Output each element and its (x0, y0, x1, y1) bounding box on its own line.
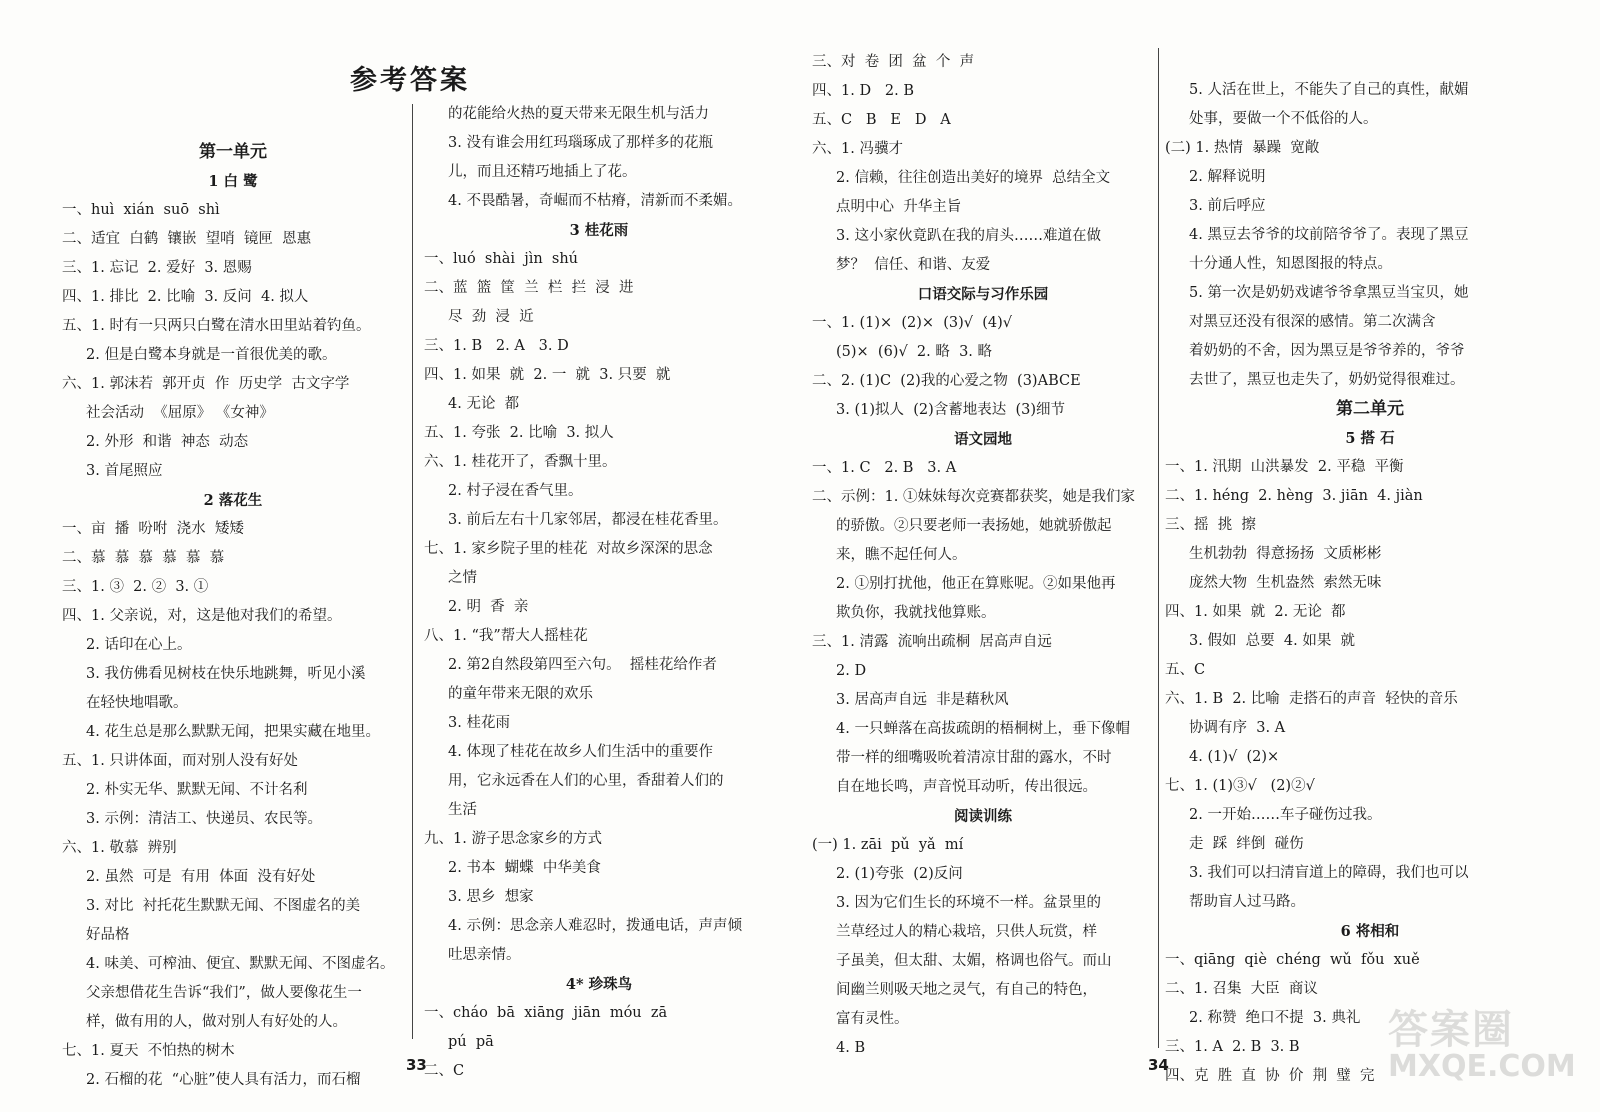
answer-line: 之情 (448, 570, 477, 586)
answer-line: 2. 书本 蝴蝶 中华美食 (448, 860, 601, 876)
lesson-heading: 阅读训练 (954, 808, 1012, 825)
answer-line: 六、1. 冯骥才 (812, 141, 903, 157)
answer-column-3 (812, 48, 1154, 1063)
answer-line: 六、1. 敬慕 辨别 (62, 840, 177, 856)
answer-line: 七、1. (1)③√ (2)②√ (1165, 778, 1315, 794)
document-title: 参考答案 (350, 65, 470, 96)
answer-line: 庞然大物 生机盎然 索然无味 (1189, 575, 1382, 591)
answer-line: 八、1. “我”帮大人摇桂花 (424, 628, 588, 644)
page-number-right: 34 (1148, 1056, 1169, 1074)
answer-line: 欺负你，我就找他算账。 (836, 605, 996, 621)
answer-line: 5. 人活在世上，不能失了自己的真性，献媚 (1189, 82, 1469, 98)
answer-line: 的花能给火热的夏天带来无限生机与活力 (448, 106, 709, 122)
answer-line: 带一样的细嘴吸吮着清凉甘甜的露水，不时 (836, 750, 1112, 766)
answer-line: 3. 思乡 想家 (448, 889, 534, 905)
answer-line: 尽 劲 浸 近 (448, 309, 534, 325)
answer-line: 五、1. 时有一只两只白鹭在清水田里站着钓鱼。 (62, 318, 371, 334)
answer-line: 2. 话印在心上。 (86, 637, 192, 653)
answer-line: 4. 味美、可榨油、便宜、默默无闻、不图虚名。 (86, 956, 395, 972)
lesson-heading: 3 桂花雨 (569, 222, 629, 239)
answer-line: 3. 因为它们生长的环境不一样。盆景里的 (836, 895, 1101, 911)
answer-line: 父亲想借花生告诉“我们”，做人要像花生一 (86, 985, 362, 1001)
answer-line: 一、1. (1)× (2)× (3)√ (4)√ (812, 315, 1013, 331)
answer-column-4 (1165, 76, 1575, 1091)
answer-line: 4. 一只蝉落在高拔疏朗的梧桐树上，垂下像帽 (836, 721, 1130, 737)
answer-line: 四、1. 如果 就 2. 无论 都 (1165, 604, 1346, 620)
answer-line: 六、1. 郭沫若 郭开贞 作 历史学 古文字学 (62, 376, 350, 392)
answer-line: 3. 我仿佛看见树枝在快乐地跳舞，听见小溪 (86, 666, 366, 682)
answer-line: 的童年带来无限的欢乐 (448, 686, 593, 702)
watermark-url: MXQE.COM (1388, 1049, 1576, 1084)
answer-line: 2. 信赖，往往创造出美好的境界 总结全文 (836, 170, 1111, 186)
answer-line: 4. 示例：思念亲人难忍时，拨通电话，声声倾 (448, 918, 742, 934)
answer-line: 二、2. (1)C (2)我的心爱之物 (3)ABCE (812, 373, 1081, 389)
answer-line: 2. ①别打扰他，他正在算账呢。②如果他再 (836, 576, 1116, 592)
answer-line: 4. 体现了桂花在故乡人们生活中的重要作 (448, 744, 713, 760)
answer-line: 2. 外形 和谐 神态 动态 (86, 434, 249, 450)
answer-line: 一、qiāng qiè chéng wǔ fǒu xuě (1165, 952, 1420, 968)
answer-line: 子虽美，但太甜、太媚，格调也俗气。而山 (836, 953, 1112, 969)
answer-line: 二、适宜 白鹤 镶嵌 望哨 镜匣 恩惠 (62, 231, 312, 247)
answer-line: 五、C B E D A (812, 112, 951, 128)
answer-line: 3. 对比 衬托花生默默无闻、不图虚名的美 (86, 898, 361, 914)
answer-line: 4. 无论 都 (448, 396, 520, 412)
answer-line: 一、luó shài jìn shú (424, 251, 579, 267)
answer-line: 三、对 卷 团 盆 个 声 (812, 54, 975, 70)
answer-line: 三、1. A 2. B 3. B (1165, 1039, 1300, 1055)
lesson-heading: 语文园地 (954, 431, 1012, 448)
answer-line: 二、1. 召集 大臣 商议 (1165, 981, 1318, 997)
answer-line: 七、1. 家乡院子里的桂花 对故乡深深的思念 (424, 541, 713, 557)
answer-line: 3. 假如 总要 4. 如果 就 (1189, 633, 1356, 649)
answer-line: 一、亩 播 吩咐 浇水 矮矮 (62, 521, 244, 537)
answer-line: 2. 解释说明 (1189, 169, 1266, 185)
answer-line: 十分通人性，知恩图报的特点。 (1189, 256, 1392, 272)
answer-line: 一、1. C 2. B 3. A (812, 460, 957, 476)
answer-line: 三、摇 挑 擦 (1165, 517, 1256, 533)
answer-line: 在轻快地唱歌。 (86, 695, 188, 711)
answer-line: pú pā (448, 1034, 494, 1050)
answer-line: 3. 没有谁会用红玛瑙琢成了那样多的花瓶 (448, 135, 713, 151)
answer-line: 来，瞧不起任何人。 (836, 547, 967, 563)
answer-line: 三、1. B 2. A 3. D (424, 338, 569, 354)
lesson-heading: 4* 珍珠鸟 (565, 976, 633, 993)
answer-line: 去世了，黑豆也走失了，奶奶觉得很难过。 (1189, 372, 1465, 388)
answer-line: 帮助盲人过马路。 (1189, 894, 1305, 910)
answer-line: 一、cháo bā xiāng jiān móu zā (424, 1005, 668, 1021)
lesson-heading: 1 白 鹭 (208, 173, 258, 190)
answer-line: 二、1. héng 2. hèng 3. jiān 4. jiàn (1165, 488, 1423, 504)
answer-line: 3. 前后左右十几家邻居，都浸在桂花香里。 (448, 512, 728, 528)
answer-line: 四、克 胜 直 协 价 荆 璧 完 (1165, 1068, 1375, 1084)
answer-line: 四、1. 排比 2. 比喻 3. 反问 4. 拟人 (62, 289, 309, 305)
answer-line: 协调有序 3. A (1189, 720, 1286, 736)
answer-line: 3. 桂花雨 (448, 715, 510, 731)
answer-line: 吐思亲情。 (448, 947, 521, 963)
answer-line: 3. 我们可以扫清盲道上的障碍，我们也可以 (1189, 865, 1469, 881)
lesson-heading: 口语交际与习作乐园 (917, 286, 1049, 303)
answer-line: 兰草经过人的精心栽培，只供人玩赏，样 (836, 924, 1097, 940)
answer-line: 四、1. D 2. B (812, 83, 914, 99)
answer-line: 二、慕 慕 慕 慕 慕 慕 (62, 550, 225, 566)
answer-line: 2. 第2自然段第四至六句。 摇桂花给作者 (448, 657, 717, 673)
column-divider-left (412, 104, 413, 1039)
lesson-heading: 2 落花生 (203, 492, 263, 509)
answer-line: 五、1. 夸张 2. 比喻 3. 拟人 (424, 425, 614, 441)
answer-line: 2. 虽然 可是 有用 体面 没有好处 (86, 869, 316, 885)
answer-line: 三、1. ③ 2. ② 3. ① (62, 579, 209, 595)
answer-line: 4. 黑豆去爷爷的坟前陪爷爷了。表现了黑豆 (1189, 227, 1469, 243)
answer-line: 三、1. 忘记 2. 爱好 3. 恩赐 (62, 260, 252, 276)
lesson-heading: 5 搭 石 (1345, 430, 1395, 447)
answer-line: 2. D (836, 663, 867, 679)
answer-line: 五、1. 只讲体面，而对别人没有好处 (62, 753, 298, 769)
watermark-text: 答案圈 (1388, 1007, 1514, 1053)
answer-line: 3. 这小家伙竟趴在我的肩头……难道在做 (836, 228, 1101, 244)
answer-line: 2. 石榴的花 “心脏”使人具有活力，而石榴 (86, 1072, 361, 1088)
answer-line: 富有灵性。 (836, 1011, 909, 1027)
answer-line: 生机勃勃 得意扬扬 文质彬彬 (1189, 546, 1382, 562)
answer-column-1 (62, 138, 404, 1095)
answer-line: 3. 首尾照应 (86, 463, 163, 479)
answer-line: 四、1. 如果 就 2. 一 就 3. 只要 就 (424, 367, 671, 383)
answer-line: 儿，而且还精巧地插上了花。 (448, 164, 637, 180)
answer-line: 九、1. 游子思念家乡的方式 (424, 831, 602, 847)
answer-line: 4. (1)√ (2)× (1189, 749, 1280, 765)
page-number-left: 33 (406, 1056, 427, 1074)
answer-line: 二、C (424, 1063, 465, 1079)
unit-heading: 第二单元 (1336, 399, 1404, 419)
answer-line: 4. 花生总是那么默默无闻，把果实藏在地里。 (86, 724, 380, 740)
answer-line: 六、1. 桂花开了，香飘十里。 (424, 454, 617, 470)
answer-line: 对黑豆还没有很深的感情。第二次满含 (1189, 314, 1436, 330)
answer-line: 一、huì xián suō shì (62, 202, 220, 218)
answer-line: 4. B (836, 1040, 866, 1056)
answer-line: 一、1. 汛期 山洪暴发 2. 平稳 平衡 (1165, 459, 1404, 475)
answer-line: 七、1. 夏天 不怕热的树木 (62, 1043, 235, 1059)
answer-line: 的骄傲。②只要老师一表扬她，她就骄傲起 (836, 518, 1112, 534)
answer-line: 自在地长鸣，声音悦耳动听，传出很远。 (836, 779, 1097, 795)
answer-line: 2. 村子浸在香气里。 (448, 483, 583, 499)
answer-line: 社会活动 《屈原》 《女神》 (86, 405, 274, 421)
answer-line: 好品格 (86, 927, 130, 943)
answer-line: 5. 第一次是奶奶戏谑爷爷拿黑豆当宝贝，她 (1189, 285, 1469, 301)
answer-line: 着奶奶的不舍，因为黑豆是爷爷养的，爷爷 (1189, 343, 1465, 359)
answer-line: 四、1. 父亲说，对，这是他对我们的希望。 (62, 608, 342, 624)
answer-line: (5)× (6)√ 2. 略 3. 略 (836, 344, 993, 360)
answer-line: 点明中心 升华主旨 (836, 199, 962, 215)
answer-line: 2. 朴实无华、默默无闻、不计名利 (86, 782, 308, 798)
unit-heading: 第一单元 (199, 142, 267, 162)
answer-line: 2. 明 香 亲 (448, 599, 529, 615)
answer-line: 2. 一开始……车子碰伤过我。 (1189, 807, 1382, 823)
answer-line: 3. 示例：清洁工、快递员、农民等。 (86, 811, 322, 827)
answer-line: 二、示例：1. ①妹妹每次竞赛都获奖，她是我们家 (812, 489, 1135, 505)
answer-line: 梦？ 信任、和谐、友爱 (836, 257, 991, 273)
answer-line: (一) 1. zāi pǔ yǎ mí (812, 837, 964, 853)
answer-line: 3. 前后呼应 (1189, 198, 1266, 214)
answer-line: 三、1. 清露 流响出疏桐 居高声自远 (812, 634, 1052, 650)
answer-column-2 (424, 100, 774, 1086)
answer-line: 3. 居高声自远 非是藉秋风 (836, 692, 1009, 708)
answer-line: (二) 1. 热情 暴躁 宽敞 (1165, 140, 1320, 156)
answer-line: 五、C (1165, 662, 1206, 678)
answer-line: 走 踩 绊倒 碰伤 (1189, 836, 1304, 852)
answer-line: 3. (1)拟人 (2)含蓄地表达 (3)细节 (836, 402, 1065, 418)
answer-line: 用，它永远香在人们的心里，香甜着人们的 (448, 773, 724, 789)
answer-line: 2. 称赞 绝口不提 3. 典礼 (1189, 1010, 1361, 1026)
answer-line: 样，做有用的人，做对别人有好处的人。 (86, 1014, 347, 1030)
answer-line: 2. 但是白鹭本身就是一首很优美的歌。 (86, 347, 337, 363)
column-divider-right (1158, 48, 1159, 1048)
answer-line: 处事，要做一个不低俗的人。 (1189, 111, 1378, 127)
answer-line: 生活 (448, 802, 477, 818)
answer-line: 4. 不畏酷暑，奇崛而不枯瘠，清新而不柔媚。 (448, 193, 742, 209)
answer-line: 间幽兰则吸天地之灵气，有自己的特色， (836, 982, 1097, 998)
lesson-heading: 6 将相和 (1340, 923, 1400, 940)
answer-line: 2. (1)夸张 (2)反问 (836, 866, 963, 882)
answer-line: 六、1. B 2. 比喻 走搭石的声音 轻快的音乐 (1165, 691, 1458, 707)
answer-line: 二、蓝 篮 筐 兰 栏 拦 浸 进 (424, 280, 634, 296)
